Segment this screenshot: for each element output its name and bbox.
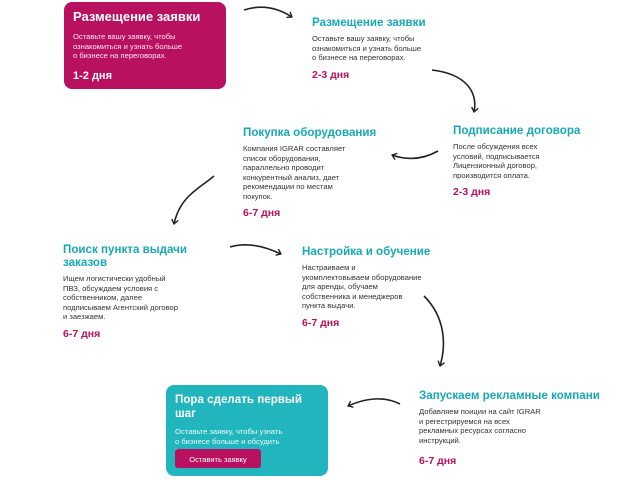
step-5 [63,243,213,340]
step-duration: 2-3 дня [312,68,350,81]
step-title: Подписание договора [453,124,581,137]
curved-arrow-icon [230,245,281,254]
curved-arrow-icon [348,399,400,406]
step-duration: 6-7 дня [63,327,101,340]
step-duration: 6-7 дня [419,455,457,467]
cta-card [166,385,328,476]
curved-arrow-icon [244,7,292,17]
step-description: Компания IGRAR составляет список оборудования, параллельно проводит конкурентный анализ, дает рекомендации по местам покупок. [243,144,346,201]
step-card-1 [64,2,226,89]
step-4 [243,126,393,219]
step-2 [312,16,462,81]
step-3 [453,124,623,198]
step-description: Добавляем поиции на сайт IGRAR и регестрируемся на всех рекламных ресурсах согласно инструкций. [419,407,541,445]
step-6 [302,245,452,329]
step-title: Настройка и обучение [302,245,431,258]
step-description: Настраиваем и укомплектовываем оборудование для аренды, обучаем собственника и менеджеров пункта выдачи. [302,263,422,310]
step-title: Размещение заявки [312,16,426,29]
submit-application-button[interactable]: Оставить заявку [175,449,261,468]
step-duration: 6-7 дня [243,207,281,219]
cta-title: Пора сделать первый шаг [175,393,302,420]
step-description: После обсуждения всех условий, подписывается Лицензионный договор, производится оплата. [453,142,540,180]
step-duration: 1-2 дня [73,69,112,82]
step-title: Размещение заявки [73,9,201,24]
step-duration: 6-7 дня [302,316,340,329]
step-description: Ищем логистически удобный ПВЗ, обсуждаем условия с собственником, далее подписываем Агентский договор и заезжаем. [63,274,178,321]
curved-arrow-icon [174,176,214,224]
step-duration: 2-3 дня [453,186,491,198]
cta-description: Оставьте заявку, чтобы узнать о бизнесе больше и обсудить [175,427,283,446]
step-title: Покупка оборудования [243,126,377,139]
curved-arrow-icon [392,151,438,158]
step-description: Оставьте вашу заявку, чтобы ознакомиться и узнать больше о бизнесе на переговорах. [73,32,183,60]
step-7 [419,389,619,467]
step-title: Поиск пункта выдачи заказов [63,243,188,269]
step-title: Запускаем рекламные компани [419,389,600,402]
step-description: Оставьте вашу заявку, чтобы ознакомиться и узнать больше о бизнесе на переговорах. [312,34,422,62]
